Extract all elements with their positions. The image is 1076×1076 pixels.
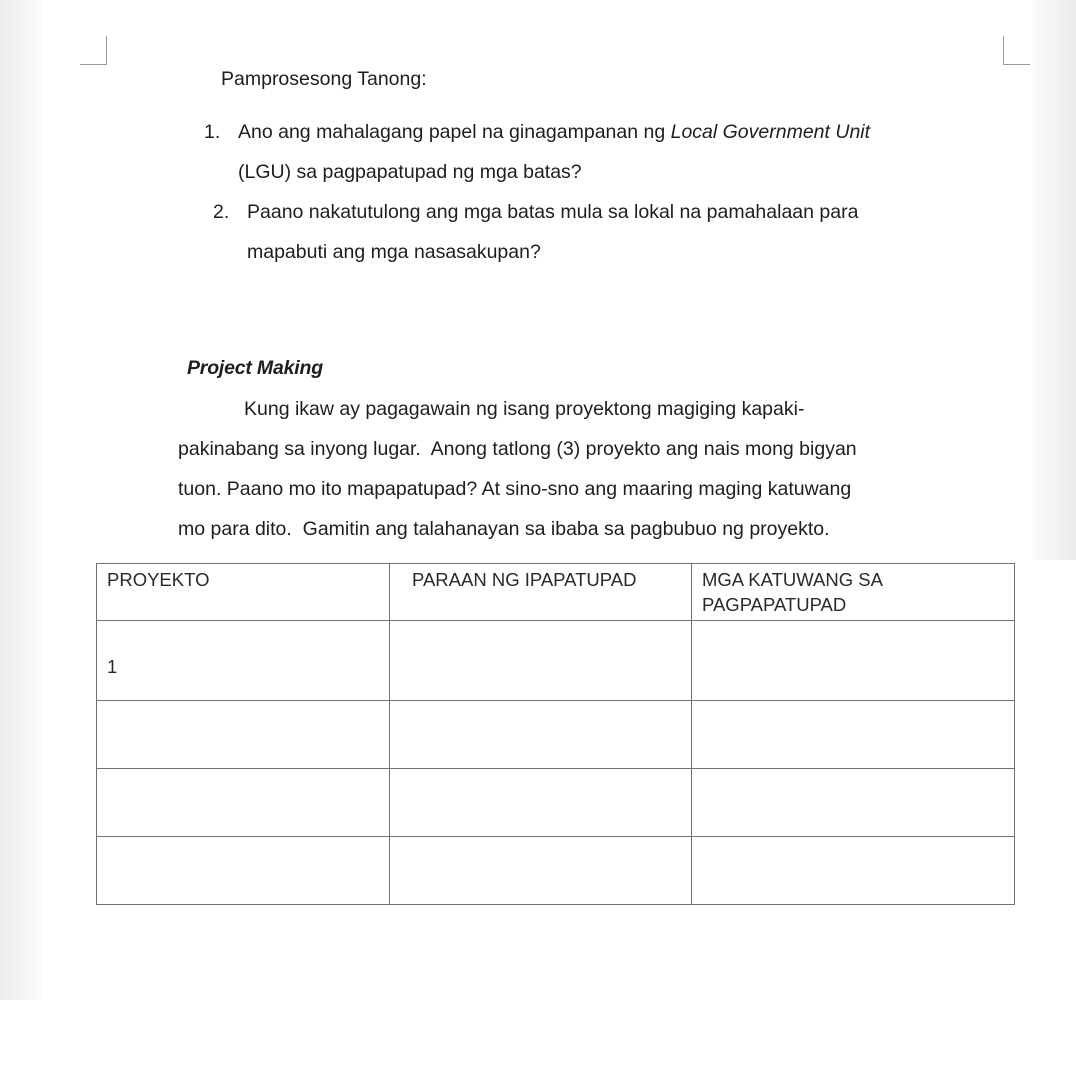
project-table (96, 563, 1015, 905)
project-paragraph-line: pakinabang sa inyong lugar. Anong tatlong (3) proyekto ang nais mong bigyan (178, 438, 857, 460)
header-paraan-ng-ipapatupad: PARAAN NG IPAPATUPAD (390, 564, 692, 621)
header-proyekto: PROYEKTO (97, 564, 390, 621)
question-1-text: Ano ang mahalagang papel na ginagampanan ng (238, 121, 671, 143)
table-cell-katuwang[interactable] (692, 701, 1015, 769)
project-paragraph-line: mo para dito. Gamitin ang talahanayan sa ibaba sa pagbubuo ng proyekto. (178, 518, 830, 540)
table-cell-katuwang[interactable] (692, 769, 1015, 837)
table-cell-paraan[interactable] (390, 701, 692, 769)
row-number: 1 (107, 656, 118, 677)
question-2-line-1: Paano nakatutulong ang mga batas mula sa lokal na pamahalaan para (247, 201, 859, 223)
table-cell-proyekto[interactable] (97, 621, 390, 701)
question-2-line-2: mapabuti ang mga nasasakupan? (247, 241, 541, 263)
margin-corner-mark-left (80, 36, 107, 65)
table-cell-proyekto[interactable] (97, 837, 390, 905)
table-row (97, 701, 1015, 769)
project-paragraph-line: tuon. Paano mo ito mapapatupad? At sino-sno ang maaring maging katuwang (178, 478, 852, 500)
margin-corner-mark-right (1003, 36, 1030, 65)
question-1-line-1 (238, 121, 870, 144)
section-heading: Pamprosesong Tanong: (221, 68, 427, 90)
page-shadow-left (0, 0, 42, 1000)
question-2-number: 2. (213, 201, 230, 223)
question-1-number: 1. (204, 121, 221, 143)
table-cell-paraan[interactable] (390, 837, 692, 905)
page-shadow-right (1032, 0, 1076, 560)
table-cell-katuwang[interactable] (692, 837, 1015, 905)
table-row (97, 837, 1015, 905)
table-row (97, 769, 1015, 837)
table-row (97, 621, 1015, 701)
table-cell-paraan[interactable] (390, 769, 692, 837)
question-1-emphasis: Local Government Unit (670, 121, 871, 143)
table-cell-paraan[interactable] (390, 621, 692, 701)
table-header-row (97, 564, 1015, 621)
table-cell-katuwang[interactable] (692, 621, 1015, 701)
project-paragraph-line: Kung ikaw ay pagagawain ng isang proyektong magiging kapaki- (244, 398, 805, 420)
table-cell-proyekto[interactable] (97, 701, 390, 769)
header-mga-katuwang: MGA KATUWANG SA PAGPAPATUPAD (692, 564, 1015, 621)
table-cell-proyekto[interactable] (97, 769, 390, 837)
project-title: Project Making (187, 357, 323, 379)
question-1-line-2: (LGU) sa pagpapatupad ng mga batas? (238, 161, 582, 183)
